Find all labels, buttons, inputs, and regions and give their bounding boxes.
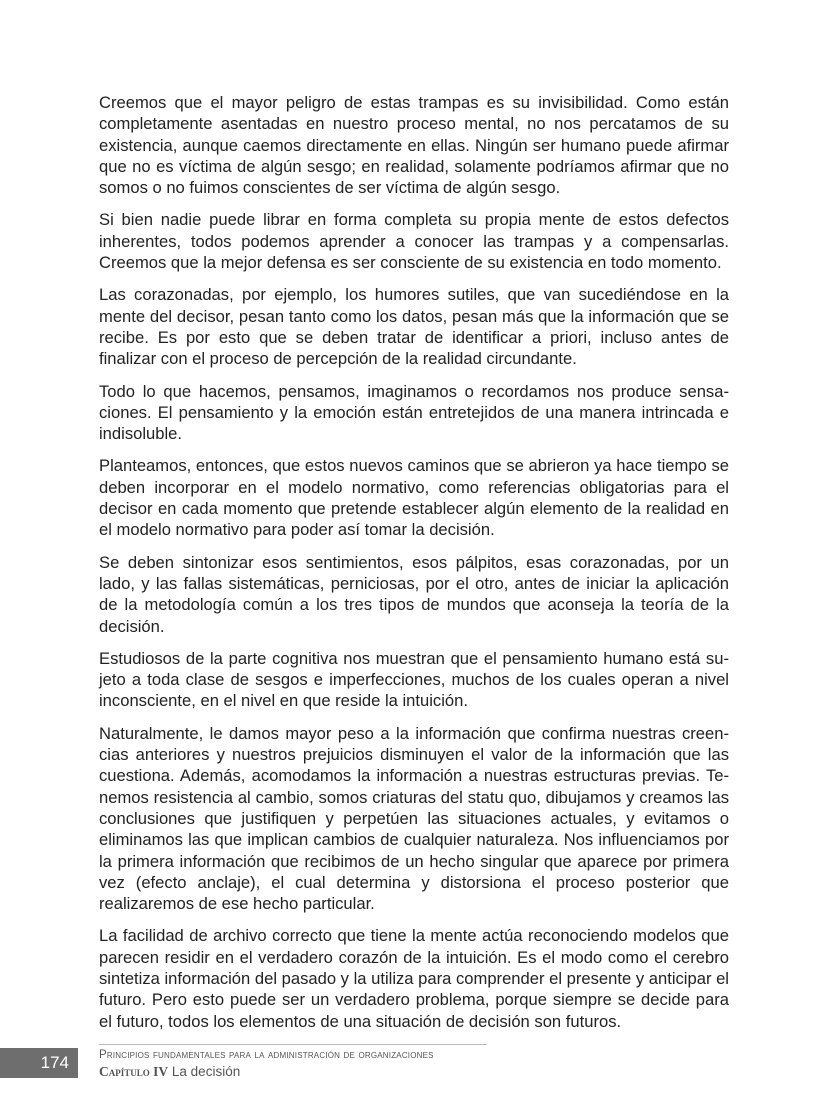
book-title: Principios fundamentales para la administración de organizaciones <box>99 1049 434 1061</box>
paragraph-4: Todo lo que hacemos, pensamos, imaginamos o recordamos nos produce sensaciones. El pensamiento y la emoción están entretejidos de una manera intrincada e indisoluble. <box>99 381 729 444</box>
paragraph-1: Creemos que el mayor peligro de estas trampas es su invisibilidad. Como están completamente asentadas en nuestro proceso mental, no nos percatamos de su existencia, aunque caemos directamente en ellas. Ningún ser humano puede afirmar que no es víctima de algún sesgo; en realidad, solamente podríamos afirmar que no somos o no fuimos conscientes de ser víctima de algún sesgo. <box>99 93 729 198</box>
paragraph-7: Estudiosos de la parte cognitiva nos muestran que el pensamiento humano está sujeto a toda clase de sesgos e imperfecciones, muchos de los cuales operan a nivel inconsciente, en el nivel en que reside la intuición. <box>99 648 729 711</box>
paragraph-6: Se deben sintonizar esos sentimientos, esos pálpitos, esas corazonadas, por un lado, y las fallas sistemáticas, perniciosas, por el otro, antes de iniciar la aplicación de la metodología común a los tres tipos de mundos que aconseja la teoría de la decisión. <box>99 552 729 636</box>
paragraph-3: Las corazonadas, por ejemplo, los humores sutiles, que van sucediéndose en la mente del decisor, pesan tanto como los datos, pesan más que la información que se recibe. Es por esto que se deben tratar de identificar a priori, incluso antes de finalizar con el proceso de percepción de la realidad circundante. <box>99 285 729 369</box>
chapter-line <box>99 1063 240 1080</box>
paragraph-2: Si bien nadie puede librar en forma completa su propia mente de estos defectos inherentes, todos podemos aprender a conocer las trampas y a compensarlas. Creemos que la mejor defensa es ser consciente de su existencia en todo momento. <box>99 210 729 273</box>
chapter-title: La decisión <box>171 1064 241 1079</box>
paragraph-9: La facilidad de archivo correcto que tiene la mente actúa reconociendo modelos que parecen residir en el verdadero corazón de la intuición. Es el modo como el cerebro sintetiza información del pasado y la utiliza para comprender el presente y anticipar el futuro. Pero esto puede ser un verdadero problema, porque siempre se decide para el futuro, todos los elementos de una situación de decisión son futuros. <box>99 926 729 1031</box>
page-body <box>99 92 729 1043</box>
footer-divider <box>99 1044 487 1045</box>
paragraph-5: Planteamos, entonces, que estos nuevos caminos que se abrieron ya hace tiempo se deben incorporar en el modelo normativo, como referencias obligatorias para el decisor en cada momento que pretende establecer algún elemento de la realidad en el modelo normativo para poder así tomar la decisión. <box>99 456 729 540</box>
page-number: 174 <box>0 1048 78 1078</box>
chapter-label: Capítulo IV <box>99 1064 169 1079</box>
paragraph-8: Naturalmente, le damos mayor peso a la información que confirma nuestras creencias anteriores y nuestros prejuicios disminuyen el valor de la información que las cuestiona. Además, acomodamos la información a nuestras estructuras previas. Tenemos resistencia al cambio, somos criaturas del statu quo, dibujamos y creamos las conclusiones que justifiquen y perpetúen las situaciones actuales, y evitamos o eliminamos las que implican cambios de cualquier naturaleza. Nos influenciamos por la primera información que recibimos de un hecho singular que aparece por primera vez (efecto anclaje), el cual determina y distorsiona el proceso posterior que realizaremos de ese hecho particular. <box>99 723 729 914</box>
